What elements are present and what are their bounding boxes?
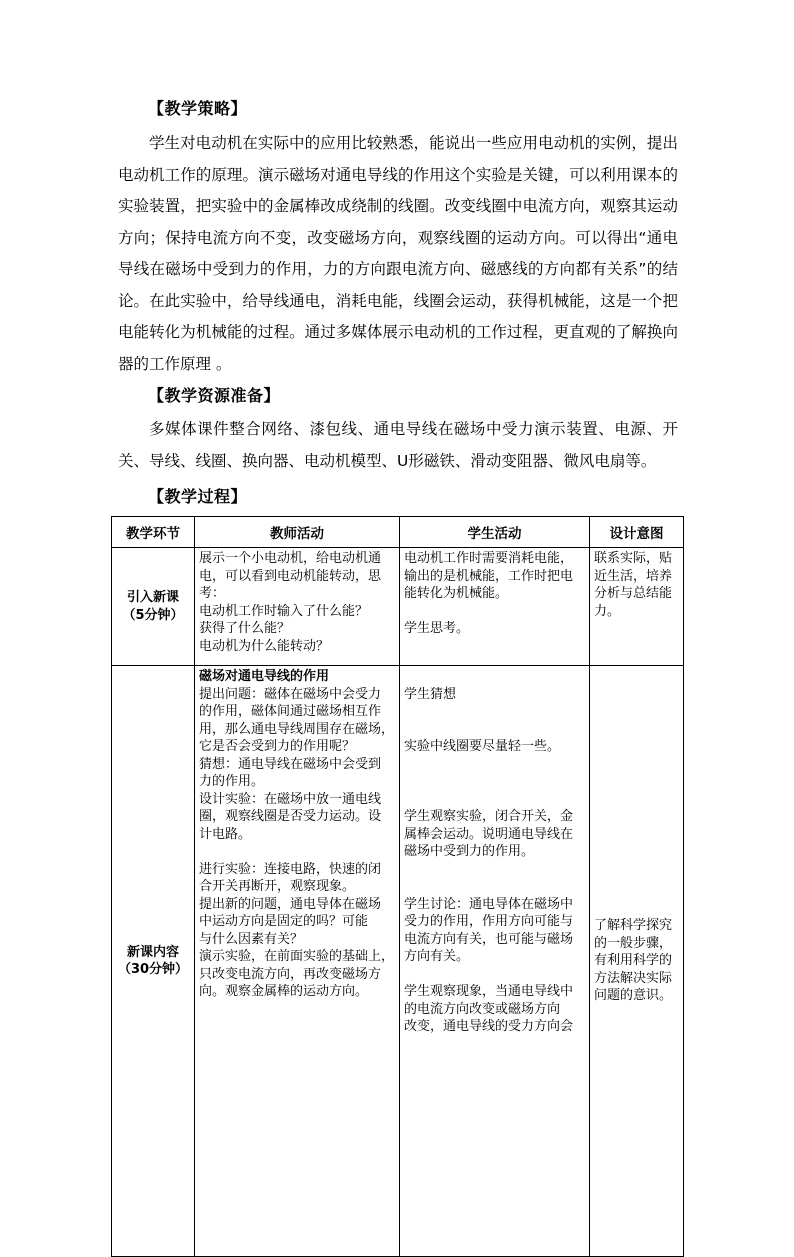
teacher-line: 设计实验：在磁场中放一通电线 (199, 791, 382, 807)
header-teacher: 教师活动 (195, 517, 400, 548)
spacer (404, 756, 585, 774)
student-activity-cell (400, 548, 590, 666)
teacher-line: 电，可以看到电动机能转动，思 (199, 568, 382, 584)
stage-name: 引入新课 (126, 590, 179, 605)
intent-line: 近生活，培养 (594, 568, 673, 584)
resources-text: 多媒体课件整合网络、漆包线、通电导线在磁场中受力演示装置、电源、开关、导线、线圈、换向器、电动机模型、U形磁铁、滑动变阻器、微风电扇等。 (118, 420, 678, 470)
teacher-line: 只改变电流方向，再改变磁场方 (199, 966, 382, 982)
intent-line: 联系实际，贴 (594, 551, 673, 566)
teacher-line: 提出问题：磁体在磁场中会受力 (199, 686, 382, 702)
spacer (404, 668, 585, 686)
spacer (404, 878, 585, 896)
student-line: 改变，通电导线的受力方向会 (404, 1019, 574, 1034)
spacer (199, 843, 395, 861)
teacher-subheading: 磁场对通电导线的作用 (199, 669, 330, 684)
student-line: 属棒会运动。说明通电导线在 (404, 826, 574, 842)
header-intent: 设计意图 (590, 517, 684, 548)
teacher-line: 的作用，磁体间通过磁场相互作 (199, 704, 382, 719)
spacer (404, 721, 585, 739)
intent-line: 有利用科学的 (594, 953, 673, 969)
teacher-line: 猜想：通电导线在磁场中会受到 (199, 756, 382, 772)
student-line: 输出的是机械能，工作时把电 (404, 568, 574, 584)
spacer (404, 861, 585, 879)
table-header-row (112, 517, 684, 548)
teacher-line: 计电路。 (199, 826, 252, 842)
student-line: 学生思考。 (404, 621, 470, 636)
teacher-line: 提出新的问题，通电导体在磁场 (199, 896, 382, 912)
teacher-line: 电动机为什么能转动？ (199, 638, 330, 654)
teacher-activity-cell (195, 666, 400, 1257)
teacher-line: 圈，观察线圈是否受力运动。设 (199, 809, 382, 824)
teacher-line: 合开关再断开，观察现象。 (199, 879, 356, 894)
student-line: 磁场中受到力的作用。 (404, 844, 535, 859)
process-heading: 【教学过程】 (148, 487, 248, 506)
teacher-line: 力的作用。 (199, 774, 265, 789)
intent-line: 问题的意识。 (594, 988, 673, 1004)
student-line: 电动机工作时需要消耗电能， (404, 551, 574, 566)
design-intent-cell (590, 666, 684, 1257)
teacher-line: 展示一个小电动机，给电动机通 (199, 551, 382, 566)
intent-line: 了解科学探究 (594, 918, 673, 934)
intent-line: 分析与总结能 (594, 586, 673, 601)
spacer (404, 603, 585, 621)
strategy-heading: 【教学策略】 (148, 99, 248, 118)
student-line: 学生讨论：通电导体在磁场中 (404, 896, 574, 912)
intent-line: 方法解决实际 (594, 970, 673, 986)
teacher-line: 用，那么通电导线周围存在磁场， (199, 721, 395, 737)
teacher-line: 演示实验，在前面实验的基础上， (199, 949, 395, 964)
spacer (404, 703, 585, 721)
intent-line: 力。 (594, 603, 621, 619)
teacher-activity-cell (195, 548, 400, 666)
teacher-line: 电动机工作时输入了什么能？ (199, 603, 369, 619)
spacer (404, 773, 585, 791)
stage-name: 新课内容 (126, 944, 179, 960)
student-line: 能转化为机械能。 (404, 586, 509, 601)
stage-duration: （30分钟） (117, 962, 189, 977)
design-intent-cell (590, 548, 684, 666)
strategy-paragraph (118, 128, 678, 380)
teacher-line: 获得了什么能？ (199, 621, 291, 636)
header-student: 学生活动 (400, 517, 590, 548)
stage-duration: （5分钟） (122, 607, 184, 623)
strategy-text: 学生对电动机在实际中的应用比较熟悉，能说出一些应用电动机的实例，提出电动机工作的原理。演示磁场对通电导线的作用这个实验是关键，可以利用课本的实验装置，把实验中的金属棒改成绕制的线圈。改变线圈中电流方向，观察其运动方向；保持电流方向不变，改变磁场方向，观察线圈的运动方向。可以得出“通电导线在磁场中受到力的作用，力的方向跟电流方向、磁感线的方向都有关系”的结论。在此实验中，给导线通电，消耗电能，线圈会运动，获得机械能，这是一个把电能转化为机械能的过程。通过多媒体展示电动机的工作过程，更直观的了解换向器的工作原理 。 (118, 134, 678, 373)
teacher-line: 考： (199, 586, 226, 601)
table-row (112, 548, 684, 666)
student-line: 学生猜想 (404, 686, 457, 702)
resources-paragraph (118, 414, 678, 477)
teacher-line: 中运动方向是固定的吗？可能 (199, 914, 369, 929)
teaching-process-table (111, 516, 684, 1257)
student-line: 学生观察现象，当通电导线中 (404, 984, 574, 999)
student-line: 的电流方向改变或磁场方向 (404, 1001, 561, 1017)
table-row (112, 666, 684, 1257)
resources-heading: 【教学资源准备】 (148, 386, 281, 405)
header-stage: 教学环节 (112, 517, 195, 548)
teacher-line: 进行实验：连接电路，快速的闭 (199, 861, 382, 877)
teacher-line: 与什么因素有关？ (199, 931, 304, 947)
student-line: 实验中线圈要尽量轻一些。 (404, 739, 561, 754)
teacher-line: 向。观察金属棒的运动方向。 (199, 984, 369, 999)
student-line: 方向有关。 (404, 949, 470, 964)
student-line: 受力的作用，作用方向可能与 (404, 914, 574, 929)
student-activity-cell (400, 666, 590, 1257)
stage-cell (112, 548, 195, 666)
student-line: 电流方向有关，也可能与磁场 (404, 931, 574, 947)
teacher-line: 它是否会受到力的作用呢？ (199, 739, 356, 754)
spacer (404, 791, 585, 809)
student-line: 学生观察实验，闭合开关，金 (404, 809, 574, 824)
intent-line: 的一般步骤， (594, 935, 673, 951)
stage-cell (112, 666, 195, 1257)
spacer (404, 966, 585, 984)
